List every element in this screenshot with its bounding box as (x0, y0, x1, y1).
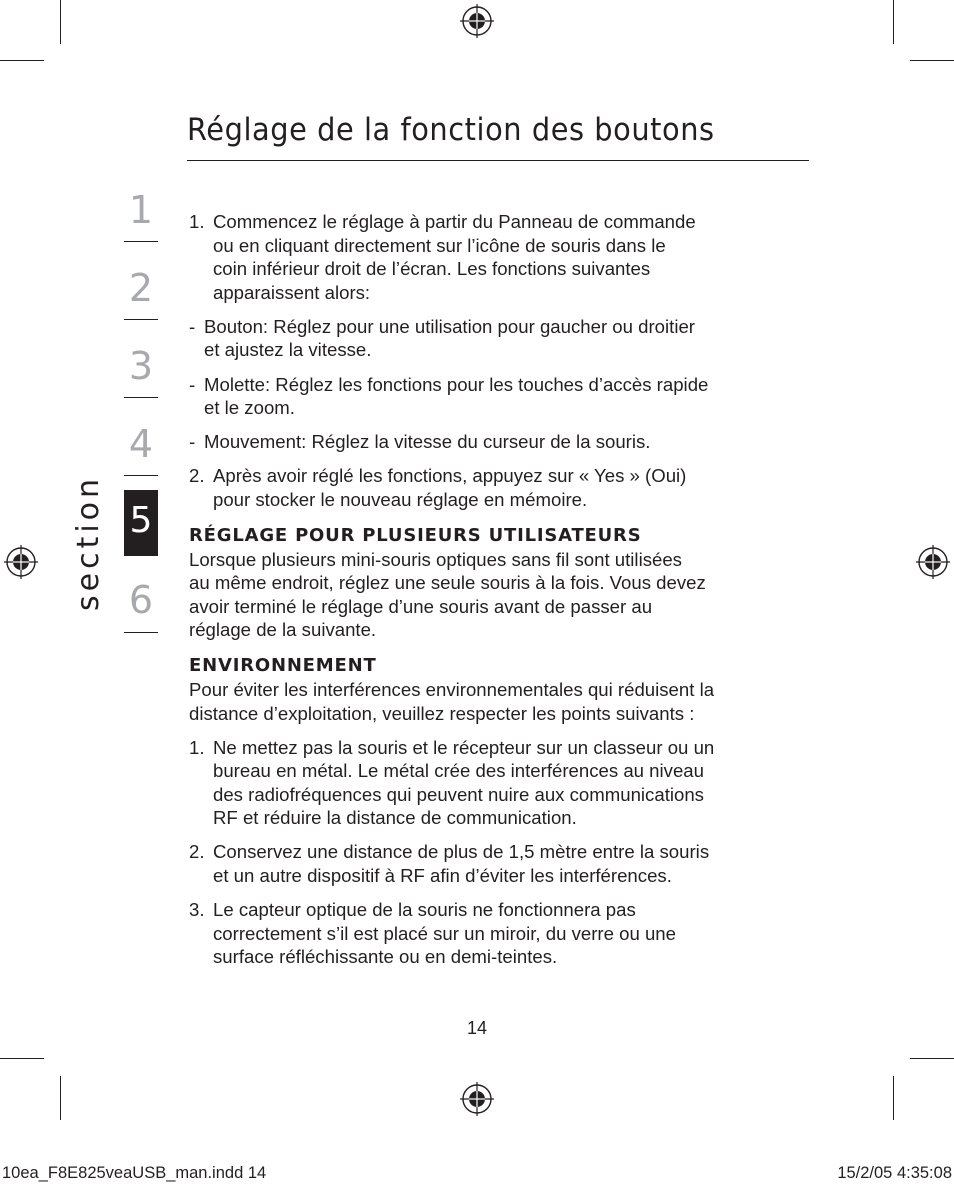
text-line: Le capteur optique de la souris ne fonctionnera pas (213, 899, 636, 921)
crop-mark (893, 1076, 894, 1120)
text-line: et ajustez la vitesse. (204, 339, 372, 361)
text-line: Lorsque plusieurs mini-souris optiques sans fil sont utilisées (189, 548, 682, 570)
paragraph (189, 548, 814, 642)
crop-mark (60, 0, 61, 44)
text-line: distance d’exploitation, veuillez respecter les points suivants : (189, 702, 695, 724)
section-divider (124, 475, 158, 476)
list-item (189, 315, 814, 362)
registration-mark-icon (460, 1082, 494, 1116)
section-divider (124, 319, 158, 320)
text-line: correctement s’il est placé sur un miroir, du verre ou une (213, 922, 676, 944)
crop-mark (893, 0, 894, 44)
list-dash: - (189, 373, 196, 395)
text-line: RF et réduire la distance de communication. (213, 807, 577, 829)
text-line: et le zoom. (204, 397, 295, 419)
page-number: 14 (466, 1018, 488, 1038)
text-line: avoir terminé le réglage d’une souris avant de passer au (189, 595, 653, 617)
text-line: au même endroit, réglez une seule souris à la fois. Vous devez (189, 572, 706, 594)
title-divider (187, 160, 809, 161)
text-line: ou en cliquant directement sur l’icône de souris dans le (213, 234, 666, 256)
text-line: réglage de la suivante. (189, 619, 377, 641)
list-item (189, 464, 814, 511)
section-number-2: 2 (128, 266, 154, 310)
section-label: section (71, 474, 106, 611)
section-divider (124, 397, 158, 398)
list-number: 2. (189, 465, 205, 487)
crop-mark (0, 60, 44, 61)
list-dash: - (189, 431, 196, 453)
paragraph (189, 678, 814, 725)
text-line: Bouton: Réglez pour une utilisation pour gaucher ou droitier (204, 315, 695, 337)
section-number-5-active: 5 (124, 490, 158, 556)
list-item (189, 430, 814, 454)
page-title: Réglage de la fonction des boutons (187, 112, 715, 148)
crop-mark (0, 1058, 44, 1059)
list-item (189, 898, 814, 969)
body-content (189, 210, 814, 969)
registration-mark-icon (916, 545, 950, 579)
date-slug: 15/2/05 4:35:08 (837, 1164, 952, 1182)
list-item (189, 210, 814, 304)
text-line: Ne mettez pas la souris et le récepteur sur un classeur ou un (213, 736, 715, 758)
section-divider (124, 241, 158, 242)
text-line: surface réfléchissante ou en demi-teintes. (213, 946, 558, 968)
registration-mark-icon (460, 4, 494, 38)
text-line: bureau en métal. Le métal crée des interférences au niveau (213, 760, 704, 782)
section-heading: RÉGLAGE POUR PLUSIEURS UTILISATEURS (189, 524, 642, 546)
text-line: Après avoir réglé les fonctions, appuyez sur « Yes » (Oui) (213, 465, 687, 487)
section-number-1: 1 (128, 188, 154, 232)
list-number: 1. (189, 211, 205, 232)
file-slug: 10ea_F8E825veaUSB_man.indd 14 (2, 1164, 267, 1182)
text-line: apparaissent alors: (213, 281, 371, 303)
list-dash: - (189, 315, 196, 337)
list-item (189, 840, 814, 887)
text-line: Pour éviter les interférences environnementales qui réduisent la (189, 678, 715, 700)
text-line: Conservez une distance de plus de 1,5 mètre entre la souris (213, 841, 710, 863)
text-line: et un autre dispositif à RF afin d’éviter les interférences. (213, 865, 672, 887)
list-number: 3. (189, 899, 205, 921)
text-line: des radiofréquences qui peuvent nuire aux communications (213, 783, 704, 805)
registration-mark-icon (4, 545, 38, 579)
section-number-4: 4 (128, 422, 154, 466)
list-item (189, 736, 814, 830)
text-line: coin inférieur droit de l’écran. Les fonctions suivantes (213, 258, 651, 280)
text-line: Commencez le réglage à partir du Panneau de commande (213, 211, 696, 232)
list-number: 2. (189, 841, 205, 863)
text-line: Molette: Réglez les fonctions pour les touches d’accès rapide (204, 373, 709, 395)
list-item (189, 373, 814, 420)
crop-mark (910, 60, 954, 61)
section-number-3: 3 (128, 344, 154, 388)
text-line: Mouvement: Réglez la vitesse du curseur de la souris. (204, 431, 651, 453)
text-line: pour stocker le nouveau réglage en mémoire. (213, 488, 588, 510)
crop-mark (910, 1058, 954, 1059)
section-divider (124, 632, 158, 633)
crop-mark (60, 1076, 61, 1120)
list-number: 1. (189, 736, 205, 758)
section-heading: ENVIRONNEMENT (189, 654, 377, 676)
section-number-6: 6 (128, 578, 154, 622)
